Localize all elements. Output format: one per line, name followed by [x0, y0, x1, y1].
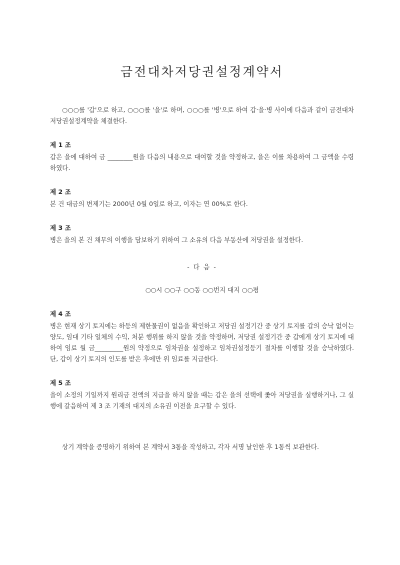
da-eum-heading: - 다 음 -: [187, 264, 217, 271]
article-body: 본 건 대금의 변제기는 2000년 0월 0일로 하고, 이자는 연 00%로 한다.: [50, 201, 248, 208]
article-body: 병은 을의 본 건 채무의 이행을 담보하기 위하여 그 소유의 다음 부동산에 저당권을 설정한다.: [50, 237, 304, 244]
article-heading: 제 2 조: [50, 189, 71, 196]
article-4: [50, 309, 354, 365]
article-heading: 제 4 조: [50, 311, 71, 318]
property-description: ○○시 ○○구 ○○동 ○○번지 대지 ○○평: [145, 287, 259, 294]
article-body: 을이 소정의 기일까지 원리금 전액의 지급을 하지 않을 때는 갑은 을의 선택에 좇아 저당권을 실행하거나, 그 실행에 갈음하여 제 3 조 기재의 대지의 소유권 이전을 요구할 수 있다.: [50, 392, 354, 410]
article-body: 갑은 을에 대하여 금 ________원을 다음의 내용으로 대여할 것을 약정하고, 을은 이를 차용하여 그 금액을 수령하였다.: [50, 154, 354, 172]
article-2: [50, 187, 354, 210]
article-heading: 제 1 조: [50, 142, 71, 149]
article-heading: 제 3 조: [50, 225, 71, 232]
document-title: 금전대차저당권설정계약서: [120, 64, 284, 79]
intro-paragraph: ○○○를 '갑'으로 하고, ○○○를 '을'로 하며, ○○○를 '병'으로 하여 갑·을·병 사이에 다음과 같이 금전대차 저당권설정계약을 체결한다.: [50, 107, 354, 125]
article-body: 병은 현재 상기 토지에는 하등의 제한물권이 없음을 확인하고 저당권 설정기간 중 상기 토지를 갑의 승낙 없이는 양도, 임대 기타 일체의 수익, 처분 행위를 하지 않을 것을 약정하며, 저당권 설정기간 중 갑에게 상기 토지에 대하여 임료 월 금_________원의 약정으로 임차권을 설정하고 임차권설정등기 절차를 이행할 것을 승낙하였다. 단, 갑이 상기 토지의 인도를 받은 후에만 위 임료를 지급한다.: [50, 323, 354, 363]
article-3: [50, 223, 354, 246]
closing-paragraph: 상기 계약을 증명하기 위하여 본 계약서 3통을 작성하고, 각자 서명 날인한 후 1통씩 보관한다.: [62, 444, 320, 451]
article-heading: 제 5 조: [50, 380, 71, 387]
article-1: [50, 140, 354, 174]
article-5: [50, 378, 354, 412]
